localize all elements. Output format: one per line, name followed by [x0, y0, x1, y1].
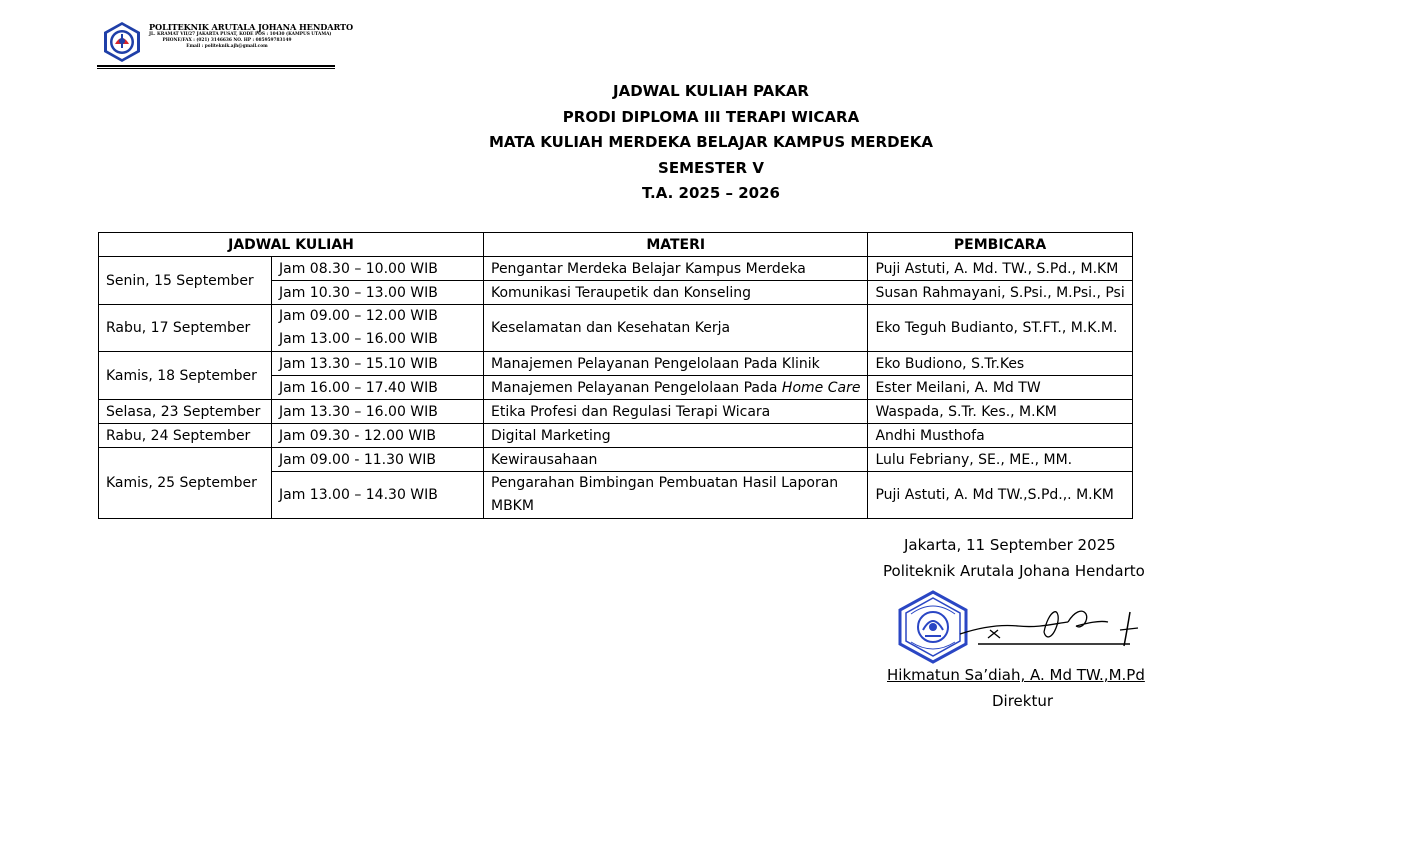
table-row: [99, 448, 1133, 472]
day-cell: Kamis, 25 September: [99, 448, 272, 519]
time-cell: Jam 10.30 – 13.00 WIB: [272, 281, 484, 305]
day-cell: Rabu, 24 September: [99, 424, 272, 448]
header-jadwal: JADWAL KULIAH: [99, 233, 484, 257]
materi-cell: Pengantar Merdeka Belajar Kampus Merdeka: [484, 257, 868, 281]
materi-cell: Manajemen Pelayanan Pengelolaan Pada Klinik: [484, 352, 868, 376]
materi-cell: Kewirausahaan: [484, 448, 868, 472]
time-cell: [272, 305, 484, 352]
speaker-cell: Ester Meilani, A. Md TW: [868, 376, 1132, 400]
materi-italic-text: Home Care: [781, 379, 861, 396]
letterhead-phone: PHONE/FAX : (021) 3146636 NO. HP : 085959783149: [162, 38, 292, 43]
day-cell: Selasa, 23 September: [99, 400, 272, 424]
materi-cell: Etika Profesi dan Regulasi Terapi Wicara: [484, 400, 868, 424]
signature-institution: Politeknik Arutala Johana Hendarto: [883, 562, 1145, 580]
time-cell: Jam 13.30 – 16.00 WIB: [272, 400, 484, 424]
materi-cell: Digital Marketing: [484, 424, 868, 448]
table-row: [99, 424, 1133, 448]
signature-place-date: Jakarta, 11 September 2025: [904, 536, 1116, 554]
day-cell: Senin, 15 September: [99, 257, 272, 305]
handwritten-signature: [958, 600, 1140, 648]
schedule-table: [98, 232, 1133, 519]
table-row: [99, 352, 1133, 376]
materi-cell: Pengarahan Bimbingan Pembuatan Hasil Laporan MBKM: [484, 472, 868, 519]
materi-cell: [484, 376, 868, 400]
day-cell: Rabu, 17 September: [99, 305, 272, 352]
time-cell: Jam 09.00 - 11.30 WIB: [272, 448, 484, 472]
time-slot: Jam 13.00 – 16.00 WIB: [279, 331, 438, 347]
signatory-name: Hikmatun Sa’diah, A. Md TW.,M.Pd: [887, 666, 1145, 684]
speaker-cell: Waspada, S.Tr. Kes., M.KM: [868, 400, 1132, 424]
speaker-cell: Andhi Musthofa: [868, 424, 1132, 448]
time-cell: Jam 13.30 – 15.10 WIB: [272, 352, 484, 376]
title-line-5: T.A. 2025 – 2026: [642, 184, 780, 202]
speaker-cell: Puji Astuti, A. Md TW.,S.Pd.,. M.KM: [868, 472, 1132, 519]
time-cell: Jam 13.00 – 14.30 WIB: [272, 472, 484, 519]
speaker-cell: Puji Astuti, A. Md. TW., S.Pd., M.KM: [868, 257, 1132, 281]
speaker-cell: Susan Rahmayani, S.Psi., M.Psi., Psi: [868, 281, 1132, 305]
speaker-cell: Eko Teguh Budianto, ST.FT., M.K.M.: [868, 305, 1132, 352]
header-pembicara: PEMBICARA: [868, 233, 1132, 257]
time-cell: Jam 08.30 – 10.00 WIB: [272, 257, 484, 281]
materi-cell: Komunikasi Teraupetik dan Konseling: [484, 281, 868, 305]
title-line-3: MATA KULIAH MERDEKA BELAJAR KAMPUS MERDEKA: [488, 133, 934, 151]
letterhead-address: JL. KRAMAT VII/27 JAKARTA PUSAT, KODE POS : 10430 (KAMPUS UTAMA): [149, 32, 332, 37]
title-line-2: PRODI DIPLOMA III TERAPI WICARA: [562, 107, 860, 126]
time-cell: Jam 09.30 - 12.00 WIB: [272, 424, 484, 448]
speaker-cell: Lulu Febriany, SE., ME., MM.: [868, 448, 1132, 472]
letterhead-institution: POLITEKNIK ARUTALA JOHANA HENDARTO: [149, 22, 354, 32]
letterhead-email: Email : politeknik.ajh@gmail.com: [186, 44, 268, 49]
time-slot: Jam 09.00 – 12.00 WIB: [279, 308, 438, 324]
letterhead-rule-thin: [97, 68, 335, 69]
institution-logo: [100, 20, 144, 64]
header-materi: MATERI: [484, 233, 868, 257]
document-title-block: [0, 79, 1402, 207]
materi-cell: Keselamatan dan Kesehatan Kerja: [484, 305, 868, 352]
table-header-row: [99, 233, 1133, 257]
day-cell: Kamis, 18 September: [99, 352, 272, 400]
materi-text: Manajemen Pelayanan Pengelolaan Pada: [491, 379, 782, 396]
signatory-position: Direktur: [992, 692, 1054, 710]
time-cell: Jam 16.00 – 17.40 WIB: [272, 376, 484, 400]
table-row: [99, 257, 1133, 281]
letterhead-rule: [97, 65, 335, 67]
table-row: [99, 400, 1133, 424]
table-row: [99, 305, 1133, 352]
title-line-4: SEMESTER V: [658, 158, 764, 177]
speaker-cell: Eko Budiono, S.Tr.Kes: [868, 352, 1132, 376]
title-line-1: JADWAL KULIAH PAKAR: [613, 82, 809, 100]
letterhead: [97, 18, 354, 68]
